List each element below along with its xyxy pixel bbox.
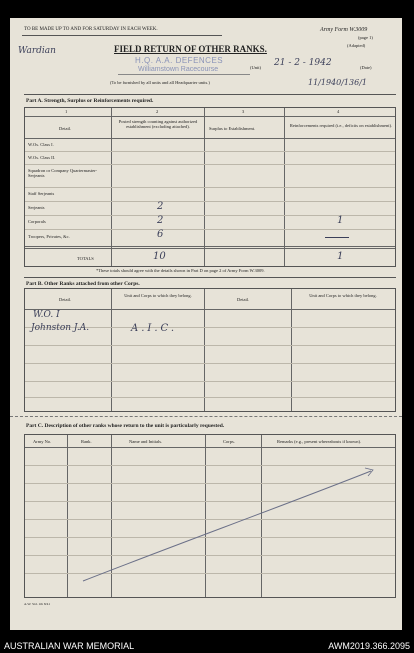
col-number-1: 1 <box>65 109 68 114</box>
attached-name: Johnston J.A. <box>31 323 90 333</box>
return-date: 21 - 2 - 1942 <box>274 58 332 68</box>
unit-stamp-line1: H.Q. A.A. DEFENCES <box>135 56 224 65</box>
part-b-title: Part B. Other Ranks attached from other Corps. <box>26 281 140 287</box>
b-col-unit-2: Unit and Corps to which they belong. <box>309 293 377 298</box>
unit-label: (Unit) <box>250 65 261 70</box>
archive-accession: AWM2019.366.2095 <box>328 641 410 651</box>
reference-number: 11/1940/136/1 <box>308 78 367 87</box>
c-col-remarks: Remarks (e.g., present whereabouts if known). <box>277 439 362 444</box>
form-sheet <box>10 18 402 630</box>
archive-name: AUSTRALIAN WAR MEMORIAL <box>4 641 135 651</box>
part-c-table <box>24 434 396 598</box>
header-rule <box>22 35 222 36</box>
part-a-table <box>24 107 396 267</box>
instruction-text: TO BE MADE UP TO AND FOR SATURDAY IN EACH WEEK. <box>24 27 158 32</box>
form-title: FIELD RETURN OF OTHER RANKS. <box>114 44 267 54</box>
col-header-reinforcements: Reinforcements required (i.e., deficits on establishment). <box>289 123 393 128</box>
date-label: (Date) <box>360 65 372 70</box>
cancel-stroke <box>25 435 395 597</box>
col-number-2: 2 <box>156 109 159 114</box>
troopers-reinforcements-dash <box>325 237 349 238</box>
part-c-title: Part C. Description of other ranks whose return to the unit is particularly requested. <box>26 423 225 429</box>
totals-label: TOTALS <box>77 256 94 261</box>
part-b-top-rule <box>24 277 396 278</box>
row-label-serjeants: Serjeants <box>28 205 45 210</box>
col-number-4: 4 <box>337 109 340 114</box>
row-label-staff-serjeants: Staff Serjeants <box>28 191 55 196</box>
adapted-note: (Adapted) <box>347 43 366 48</box>
row-label-wo1: W.Os. Class I. <box>28 142 54 147</box>
corporals-posted: 2 <box>157 215 164 226</box>
row-label-wo2: W.Os. Class II. <box>28 155 56 160</box>
serjeants-posted: 2 <box>157 201 164 212</box>
furnished-note: (To be furnished by all units and all Headquarter units.) <box>110 80 210 85</box>
totals-note: *These totals should agree with the details shown in Part D on page 2 of Army Form W.3009. <box>96 268 265 273</box>
page-number: (page 1) <box>358 35 373 40</box>
b-col-detail-2: Detail. <box>237 297 250 302</box>
totals-reinforcements: 1 <box>337 251 344 262</box>
part-a-top-rule <box>24 94 396 95</box>
b-col-detail-1: Detail. <box>59 297 72 302</box>
attached-unit: A.I.C. <box>131 323 178 334</box>
army-form-number: Army Form W.3009 <box>320 27 368 33</box>
unit-rule <box>118 74 250 75</box>
c-col-name: Name and Initials. <box>129 439 163 444</box>
row-label-cqms: Squadron or Company Quartermaster-Serjeants <box>28 168 98 178</box>
part-a-title: Part A. Strength, Surplus or Reinforcements required. <box>26 98 154 104</box>
archive-footer <box>0 633 414 653</box>
col-header-detail: Detail. <box>59 126 72 131</box>
print-code: A.W. Std. 1th 8/41 <box>24 602 51 606</box>
c-col-army-no: Army No. <box>33 439 52 444</box>
margin-annotation: Wardian <box>18 46 56 56</box>
troopers-posted: 6 <box>157 229 164 240</box>
col-header-posted: Posted strength counting against authorized establishment (excluding attached). <box>118 119 198 129</box>
c-col-rank: Rank. <box>81 439 92 444</box>
row-label-corporals: Corporals <box>28 219 46 224</box>
col-header-surplus: Surplus to Establishment. <box>209 126 256 131</box>
col-number-3: 3 <box>242 109 245 114</box>
attached-rank: W.O. I <box>33 310 60 320</box>
unit-stamp-line2: Williamstown Racecourse <box>138 66 219 73</box>
row-label-troopers: Troopers, Privates, &c. <box>28 234 70 239</box>
totals-posted: 10 <box>153 251 166 262</box>
part-b-table <box>24 288 396 412</box>
b-col-unit-1: Unit and Corps to which they belong. <box>124 293 192 298</box>
corporals-reinforcements: 1 <box>337 215 344 226</box>
perforation-line <box>10 416 402 417</box>
c-col-corps: Corps. <box>223 439 235 444</box>
